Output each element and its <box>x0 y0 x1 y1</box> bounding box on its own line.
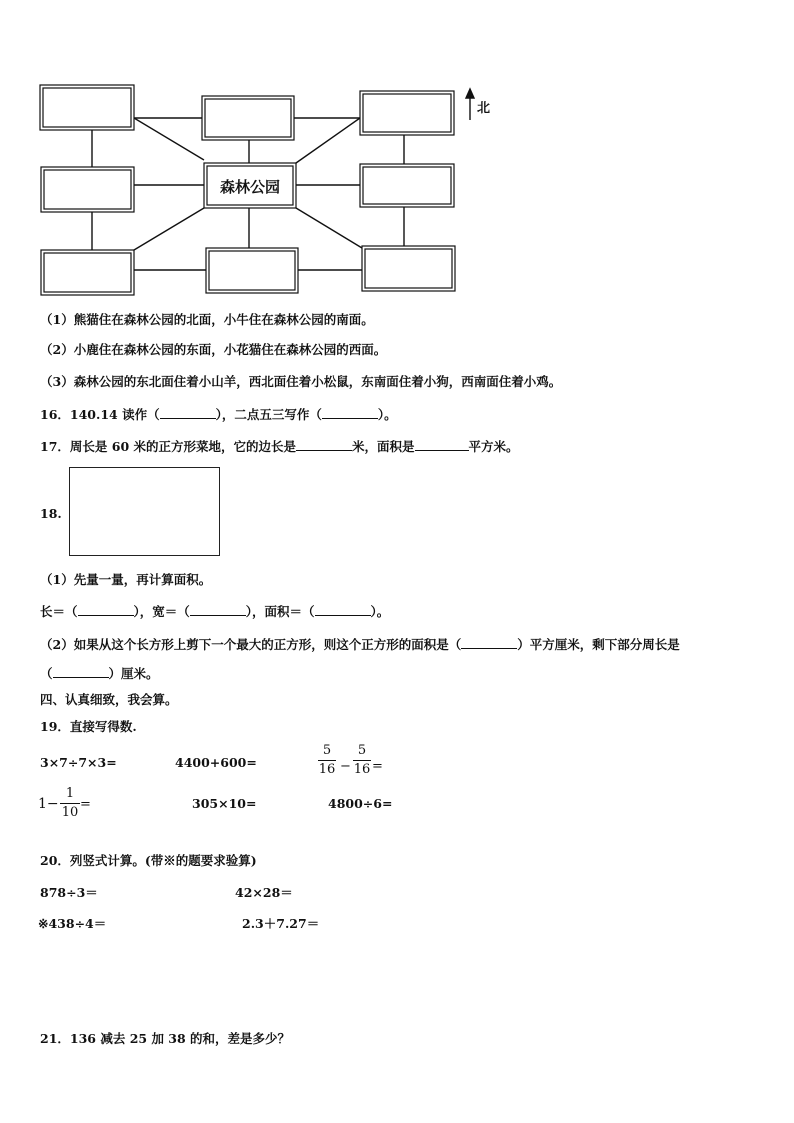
box-northwest <box>40 85 134 130</box>
box-west <box>41 167 134 212</box>
answer-blank[interactable] <box>461 636 517 649</box>
q16-part-a: 16．140.14 读作（ <box>40 407 160 422</box>
q18-line1 <box>40 603 389 620</box>
cm-label: ）厘米。 <box>108 666 159 681</box>
numerator: 1 <box>65 786 75 801</box>
calc-2: 42×28＝ <box>235 885 293 900</box>
q16-part-c: ）。 <box>377 407 397 422</box>
q17-part-a: 17．周长是 60 米的正方形菜地，它的边长是 <box>40 439 296 454</box>
length-label: 长＝（ <box>40 604 78 619</box>
measure-rectangle <box>69 467 220 556</box>
north-label: 北 <box>477 101 491 116</box>
q18-sub2-cont <box>40 665 159 682</box>
box-south <box>206 248 298 293</box>
statement-2: （2）小鹿住在森林公园的东面，小花猫住在森林公园的西面。 <box>40 342 387 357</box>
denominator: 16 <box>353 762 371 777</box>
fraction <box>318 743 336 778</box>
box-southeast <box>362 246 455 291</box>
answer-blank[interactable] <box>53 665 109 678</box>
north-arrow-icon <box>466 89 474 120</box>
expr-4-prefix: 1− <box>38 796 59 812</box>
center-label: 森林公园 <box>219 178 281 196</box>
minus-sign: − <box>340 759 351 774</box>
answer-blank[interactable] <box>78 603 134 616</box>
numerator: 5 <box>322 743 332 758</box>
answer-blank[interactable] <box>322 406 378 419</box>
q18-sub2-text2: ）平方厘米，剩下部分周长是 <box>517 637 680 652</box>
q18-sub2 <box>40 636 680 653</box>
q17-part-b: 米，面积是 <box>352 439 415 454</box>
q16-part-b: ），二点五三写作（ <box>215 407 322 422</box>
answer-blank[interactable] <box>190 603 246 616</box>
expr-1: 3×7÷7×3= <box>40 755 117 770</box>
q17-part-c: 平方米。 <box>468 439 519 454</box>
forest-park-map-diagram <box>0 0 794 310</box>
section-heading: 四、认真细致，我会算。 <box>40 692 178 707</box>
q20-title: 20．列竖式计算。(带※的题要求验算) <box>40 853 257 868</box>
calc-4: 2.3＋7.27＝ <box>242 916 320 931</box>
answer-blank[interactable] <box>160 406 216 419</box>
statement-3: （3）森林公园的东北面住着小山羊，西北面住着小松鼠，东南面住着小狗，西南面住着小鸡。 <box>40 374 562 389</box>
answer-blank[interactable] <box>296 438 352 451</box>
q19-title: 19．直接写得数. <box>40 719 137 734</box>
equals-sign: = <box>80 797 91 812</box>
close-paren: ）。 <box>370 604 390 619</box>
expr-2: 4400+600= <box>175 755 257 770</box>
open-paren: （ <box>40 666 53 681</box>
expr-5: 305×10= <box>192 796 257 811</box>
fraction <box>60 786 80 821</box>
width-label: ），宽＝（ <box>133 604 190 619</box>
answer-blank[interactable] <box>315 603 371 616</box>
calc-3: ※438÷4＝ <box>38 916 107 931</box>
question-21: 21．136 减去 25 加 38 的和，差是多少？ <box>40 1031 291 1046</box>
numerator: 5 <box>357 743 367 758</box>
denominator: 16 <box>318 762 336 777</box>
statement-1: （1）熊猫住在森林公园的北面，小牛住在森林公园的南面。 <box>40 312 374 327</box>
fraction <box>353 743 371 778</box>
question-17 <box>40 438 519 455</box>
box-southwest <box>41 250 134 295</box>
box-northeast <box>360 91 454 135</box>
box-north <box>202 96 294 140</box>
area-label: ），面积＝（ <box>245 604 315 619</box>
q18-number: 18. <box>40 506 62 521</box>
expr-6: 4800÷6= <box>328 796 393 811</box>
calc-1: 878÷3＝ <box>40 885 98 900</box>
question-16 <box>40 406 397 423</box>
denominator: 10 <box>61 805 79 820</box>
q18-sub1: （1）先量一量，再计算面积。 <box>40 572 212 587</box>
box-east <box>360 164 454 207</box>
equals-sign: = <box>372 759 383 774</box>
q18-sub2-text: （2）如果从这个长方形上剪下一个最大的正方形，则这个正方形的面积是（ <box>40 637 462 652</box>
answer-blank[interactable] <box>415 438 469 451</box>
